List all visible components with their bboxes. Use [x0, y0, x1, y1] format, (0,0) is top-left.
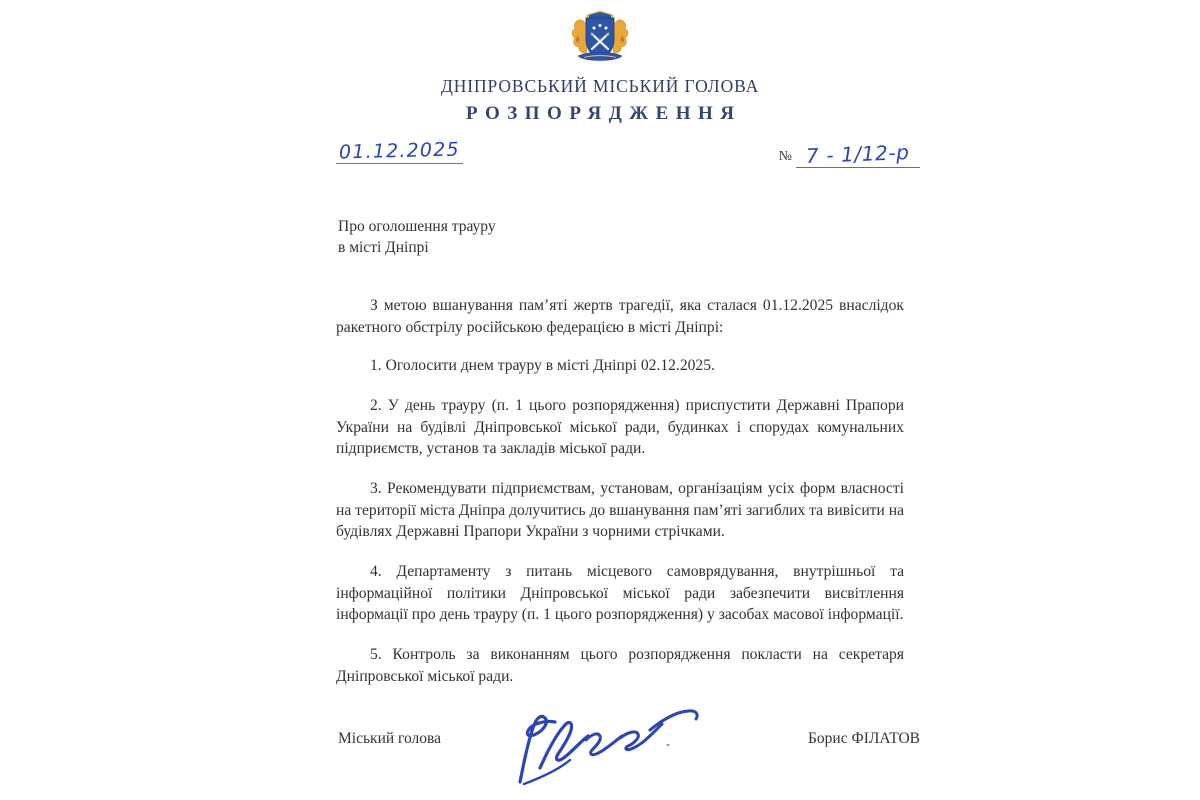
signature-title: Міський голова	[338, 730, 442, 747]
document-kind-title: РОЗПОРЯДЖЕННЯ	[465, 103, 742, 124]
date-rule	[336, 140, 463, 164]
document-meta-row	[336, 140, 918, 172]
number-rule	[796, 142, 920, 168]
organization-title: ДНІПРОВСЬКИЙ МІСЬКИЙ ГОЛОВА	[440, 76, 760, 96]
clause-paragraph-2: 2. У день трауру (п. 1 цього розпорядження) приспустити Державні Прапори України на будівлі Дніпровської міської ради, будинках і спорудах комунальних підприємств, установ та закладів міської ради.	[336, 397, 904, 457]
preamble-paragraph: З метою вшанування пам’яті жертв трагедії, яка сталася 01.12.2025 внаслідок ракетного обстрілу російською федерацією в місті Дніпрі:	[336, 297, 904, 336]
number-field	[779, 142, 920, 168]
dnipro-coat-of-arms-icon	[570, 6, 630, 72]
subject-block	[338, 216, 668, 258]
document-header	[0, 76, 1200, 126]
number-sign-label: №	[778, 149, 792, 164]
clause-paragraph-3: 3. Рекомендувати підприємствам, установам, організаціям усіх форм власності на території міста Дніпра долучитись до вшанування пам’яті загиблих та вивісити на будівлях Державні Прапори України з чорними стрічками.	[336, 480, 904, 540]
number-value: 7 - 1/12-р	[805, 140, 911, 168]
document-body	[336, 295, 904, 706]
clause-paragraph-1: 1. Оголосити днем трауру в місті Дніпрі 02.12.2025.	[370, 357, 715, 374]
emblem-container	[0, 6, 1200, 72]
signature-row	[338, 730, 918, 756]
clause-paragraph-5: 5. Контроль за виконанням цього розпорядження покласти на секретаря Дніпровської міської ради.	[336, 646, 904, 685]
signature-name: Борис ФІЛАТОВ	[808, 730, 920, 747]
date-field	[336, 140, 463, 164]
subject-line-1: Про оголошення трауру	[338, 218, 496, 235]
date-value: 01.12.2025	[338, 138, 461, 164]
clause-paragraph-4: 4. Департаменту з питань місцевого самоврядування, внутрішньої та інформаційної політики Дніпровської міської ради забезпечити висвітлення інформації про день трауру (п. 1 цього розпорядження) у засобах масової інформації.	[336, 563, 904, 623]
subject-line-2: в місті Дніпрі	[338, 239, 429, 256]
